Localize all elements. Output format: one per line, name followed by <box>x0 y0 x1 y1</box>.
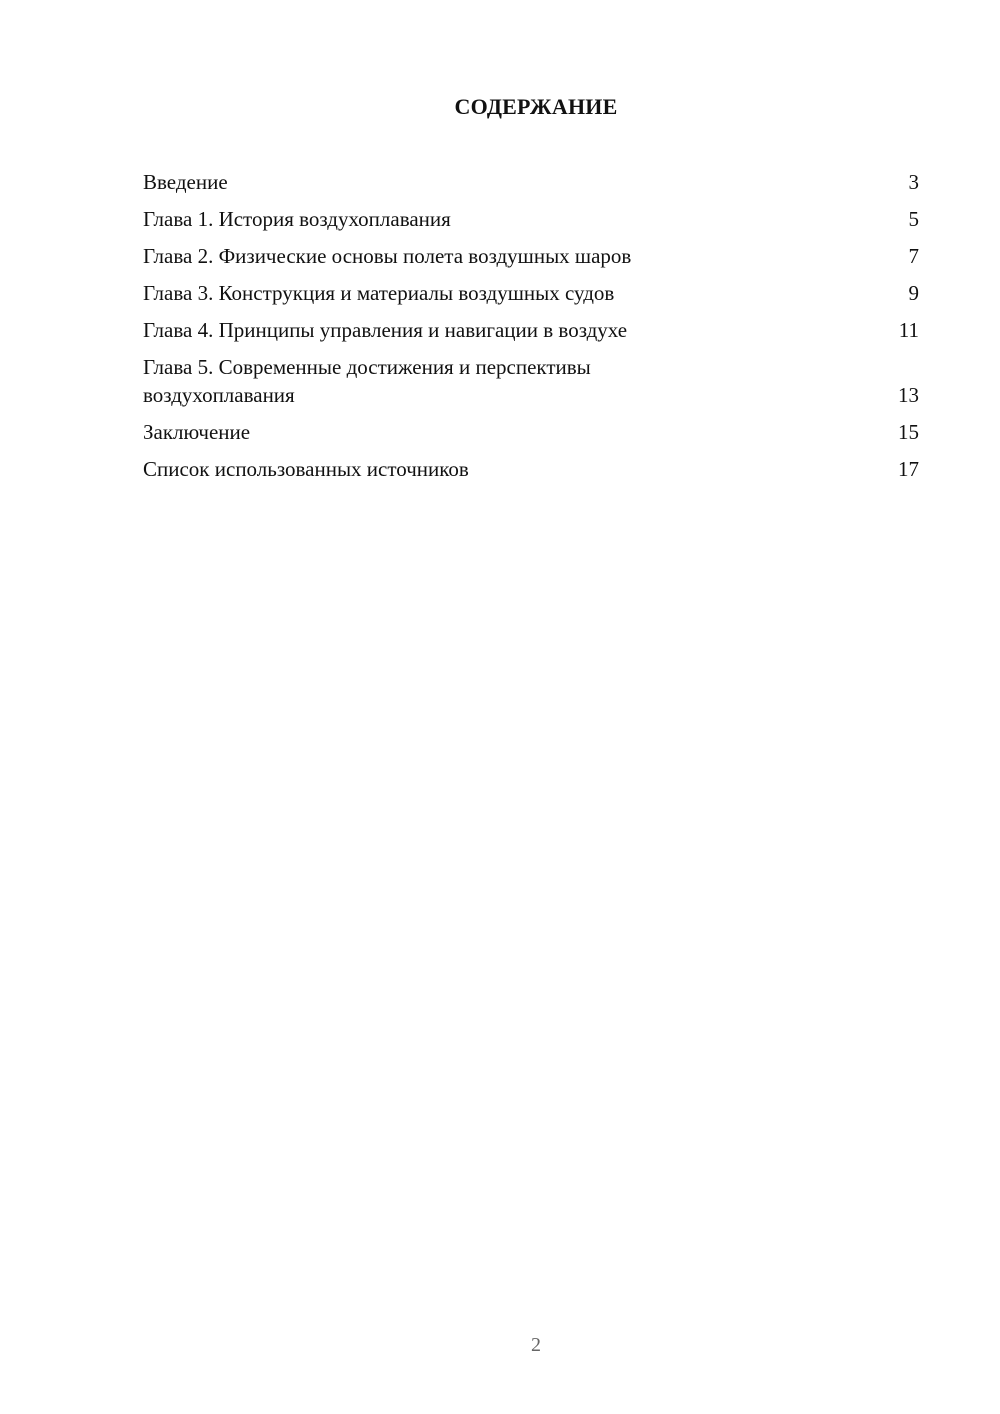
toc-entry-page: 11 <box>898 318 919 342</box>
toc-entry-introduction[interactable] <box>143 168 919 196</box>
toc-entry-chapter-4[interactable] <box>143 316 919 344</box>
toc-entry-references[interactable] <box>143 455 919 483</box>
toc-entry-label: Глава 4. Принципы управления и навигации в воздухе <box>143 318 628 342</box>
toc-entry-label: Глава 5. Современные достижения и перспективы воздухоплавания <box>143 355 591 407</box>
toc-entry-page: 13 <box>898 383 919 407</box>
toc-entry-label: Введение <box>143 170 228 194</box>
toc-entry-page: 7 <box>908 244 919 268</box>
toc-entry-label: Глава 3. Конструкция и материалы воздушных судов <box>143 281 615 305</box>
toc-entry-label: Глава 1. История воздухоплавания <box>143 207 451 231</box>
page-number: 2 <box>531 1334 541 1356</box>
toc-entry-chapter-2[interactable] <box>143 242 919 270</box>
toc-entry-page: 15 <box>898 420 919 444</box>
toc-entry-label: Список использованных источников <box>143 457 469 481</box>
toc-entry-page: 3 <box>908 170 919 194</box>
toc-entry-page: 9 <box>908 281 919 305</box>
table-of-contents <box>143 168 919 492</box>
toc-entry-label: Глава 2. Физические основы полета воздушных шаров <box>143 244 632 268</box>
toc-entry-conclusion[interactable] <box>143 418 919 446</box>
toc-entry-chapter-1[interactable] <box>143 205 919 233</box>
toc-entry-label: Заключение <box>143 420 251 444</box>
toc-entry-chapter-3[interactable] <box>143 279 919 307</box>
toc-entry-page: 5 <box>908 207 919 231</box>
toc-entry-chapter-5[interactable] <box>143 353 919 409</box>
toc-title: СОДЕРЖАНИЕ <box>454 94 618 119</box>
toc-entry-page: 17 <box>898 457 919 481</box>
